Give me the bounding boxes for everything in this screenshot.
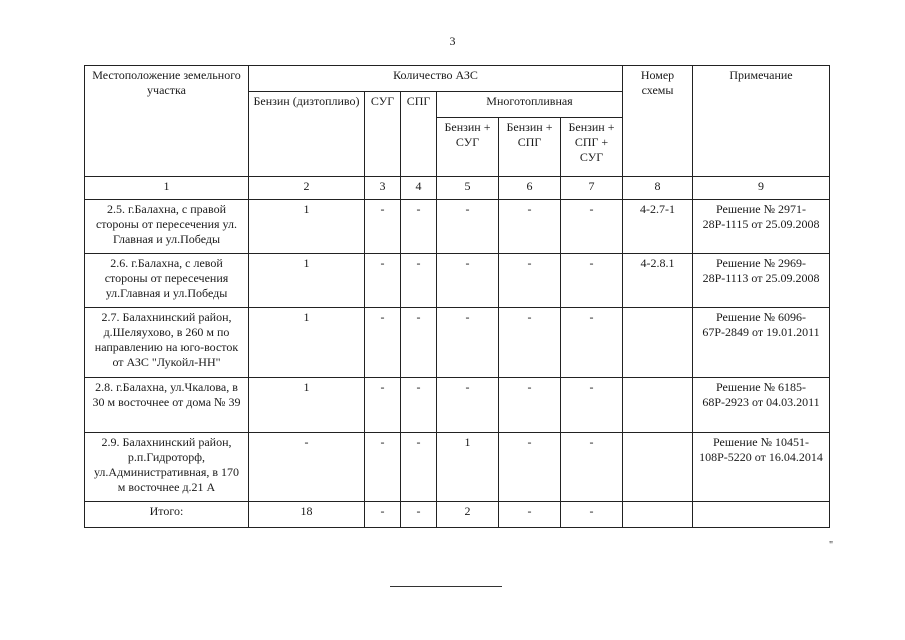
- cell-petrol-cng: -: [499, 433, 561, 502]
- cell-location: 2.8. г.Балахна, ул.Чкалова, в 30 м восточнее от дома № 39: [85, 378, 249, 433]
- cell-petrol: 1: [249, 200, 365, 254]
- cell-location: 2.7. Балахнинский район, д.Шеляухово, в 260 м по направлению на юго-восток от АЗС "Лукойл-НН": [85, 308, 249, 378]
- header-location: Местоположение земельного участка: [85, 66, 249, 177]
- header-lpg: СУГ: [365, 92, 401, 177]
- table-row: [85, 433, 830, 502]
- total-lpg: -: [365, 502, 401, 528]
- cell-location: 2.9. Балахнинский район, р.п.Гидроторф, ул.Административная, в 170 м восточнее д.21 А: [85, 433, 249, 502]
- cell-petrol: 1: [249, 308, 365, 378]
- cell-petrol-cng-lpg: -: [561, 254, 623, 308]
- cell-location: 2.6. г.Балахна, с левой стороны от пересечения ул.Главная и ул.Победы: [85, 254, 249, 308]
- header-note: Примечание: [693, 66, 830, 177]
- cell-lpg: -: [365, 200, 401, 254]
- column-number: 4: [401, 177, 437, 200]
- cell-petrol-lpg: -: [437, 200, 499, 254]
- cell-lpg: -: [365, 433, 401, 502]
- cell-petrol-lpg: -: [437, 378, 499, 433]
- header-row: [85, 66, 830, 92]
- column-number: 9: [693, 177, 830, 200]
- closing-quote-mark: ": [829, 540, 834, 551]
- column-number: 6: [499, 177, 561, 200]
- cell-cng: -: [401, 378, 437, 433]
- cell-petrol-cng: -: [499, 254, 561, 308]
- cell-petrol-cng: -: [499, 378, 561, 433]
- table-row: [85, 200, 830, 254]
- cell-petrol-cng-lpg: -: [561, 378, 623, 433]
- cell-cng: -: [401, 308, 437, 378]
- cell-petrol: 1: [249, 254, 365, 308]
- cell-petrol-cng-lpg: -: [561, 200, 623, 254]
- gas-stations-table: [84, 65, 830, 528]
- footer-divider: [390, 586, 502, 587]
- cell-note: Решение № 10451-108Р-5220 от 16.04.2014: [693, 433, 830, 502]
- cell-petrol-cng-lpg: -: [561, 308, 623, 378]
- total-petrol: 18: [249, 502, 365, 528]
- cell-lpg: -: [365, 378, 401, 433]
- column-number: 8: [623, 177, 693, 200]
- column-number: 3: [365, 177, 401, 200]
- total-petrol-cng: -: [499, 502, 561, 528]
- cell-petrol: -: [249, 433, 365, 502]
- header-quantity: Количество АЗС: [249, 66, 623, 92]
- total-note: [693, 502, 830, 528]
- cell-cng: -: [401, 433, 437, 502]
- total-scheme: [623, 502, 693, 528]
- column-number: 7: [561, 177, 623, 200]
- cell-lpg: -: [365, 308, 401, 378]
- table-row: [85, 254, 830, 308]
- table-row: [85, 378, 830, 433]
- cell-note: Решение № 2971-28Р-1115 от 25.09.2008: [693, 200, 830, 254]
- cell-cng: -: [401, 254, 437, 308]
- page-number: 3: [449, 34, 456, 48]
- cell-note: Решение № 6185-68Р-2923 от 04.03.2011: [693, 378, 830, 433]
- cell-scheme: [623, 308, 693, 378]
- column-number-row: [85, 177, 830, 200]
- header-petrol-lpg: Бензин + СУГ: [437, 118, 499, 177]
- cell-scheme: 4-2.8.1: [623, 254, 693, 308]
- total-row: [85, 502, 830, 528]
- table-row: [85, 308, 830, 378]
- cell-petrol: 1: [249, 378, 365, 433]
- header-cng: СПГ: [401, 92, 437, 177]
- header-multi: Многотопливная: [437, 92, 623, 118]
- cell-note: Решение № 2969-28Р-1113 от 25.09.2008: [693, 254, 830, 308]
- cell-petrol-lpg: 1: [437, 433, 499, 502]
- cell-lpg: -: [365, 254, 401, 308]
- total-petrol-lpg: 2: [437, 502, 499, 528]
- total-label: Итого:: [85, 502, 249, 528]
- column-number: 5: [437, 177, 499, 200]
- header-petrol: Бензин (дизтопливо): [249, 92, 365, 177]
- cell-cng: -: [401, 200, 437, 254]
- header-petrol-cng: Бензин + СПГ: [499, 118, 561, 177]
- cell-petrol-lpg: -: [437, 254, 499, 308]
- cell-scheme: [623, 378, 693, 433]
- cell-location: 2.5. г.Балахна, с правой стороны от пересечения ул. Главная и ул.Победы: [85, 200, 249, 254]
- cell-scheme: [623, 433, 693, 502]
- cell-petrol-lpg: -: [437, 308, 499, 378]
- header-scheme: Номер схемы: [623, 66, 693, 177]
- column-number: 2: [249, 177, 365, 200]
- cell-note: Решение № 6096-67Р-2849 от 19.01.2011: [693, 308, 830, 378]
- cell-scheme: 4-2.7-1: [623, 200, 693, 254]
- header-petrol-cng-lpg: Бензин + СПГ + СУГ: [561, 118, 623, 177]
- cell-petrol-cng-lpg: -: [561, 433, 623, 502]
- cell-petrol-cng: -: [499, 200, 561, 254]
- total-cng: -: [401, 502, 437, 528]
- column-number: 1: [85, 177, 249, 200]
- cell-petrol-cng: -: [499, 308, 561, 378]
- total-petrol-cng-lpg: -: [561, 502, 623, 528]
